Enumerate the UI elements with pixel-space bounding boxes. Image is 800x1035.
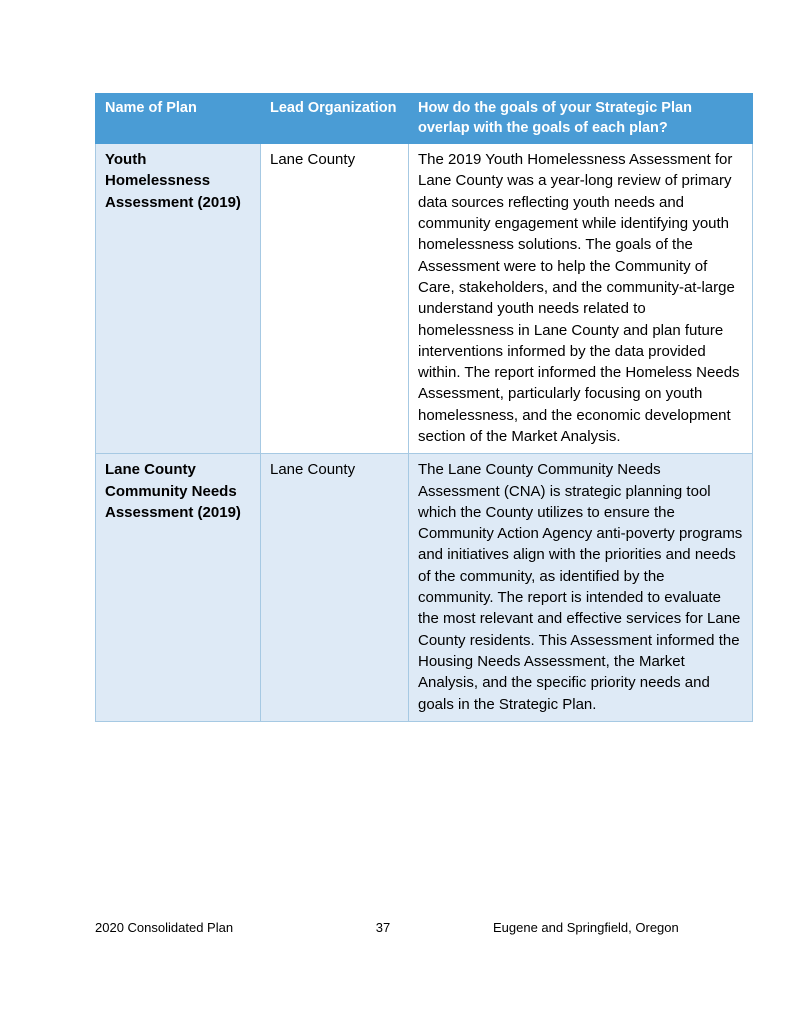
footer-page-number: 37: [375, 920, 391, 935]
footer-document-title: 2020 Consolidated Plan: [95, 920, 234, 935]
plan-name-cell: Youth Homelessness Assessment (2019): [96, 144, 261, 454]
plan-name-cell: Lane County Community Needs Assessment (2019): [96, 454, 261, 722]
plan-overlap-table: [95, 93, 753, 722]
table-row: [96, 144, 753, 454]
page-footer: [95, 920, 752, 940]
table-header-row: [96, 94, 753, 144]
footer-location: Eugene and Springfield, Oregon: [493, 920, 679, 935]
header-goals-overlap: How do the goals of your Strategic Plan overlap with the goals of each plan?: [409, 94, 753, 144]
table-row: [96, 454, 753, 722]
header-name-of-plan: Name of Plan: [96, 94, 261, 144]
lead-org-cell: Lane County: [261, 144, 409, 454]
plan-overlap-table-section: [95, 93, 752, 722]
lead-org-cell: Lane County: [261, 454, 409, 722]
overlap-cell: The Lane County Community Needs Assessment (CNA) is strategic planning tool which the County utilizes to ensure the Community Action Agency anti-poverty programs and initiatives align with the priorities and needs of the community, as identified by the community. The report is intended to evaluate the most relevant and effective services for Lane County residents. This Assessment informed the Housing Needs Assessment, the Market Analysis, and the specific priority needs and goals in the Strategic Plan.: [409, 454, 753, 722]
overlap-cell: The 2019 Youth Homelessness Assessment for Lane County was a year-long review of primary data sources reflecting youth needs and community engagement while identifying youth homelessness solutions. The goals of the Assessment were to help the Community of Care, stakeholders, and the community-at-large understand youth needs related to homelessness in Lane County and plan future interventions informed by the data provided within. The report informed the Homeless Needs Assessment, particularly focusing on youth homelessness, and the economic development section of the Market Analysis.: [409, 144, 753, 454]
header-lead-organization: Lead Organization: [261, 94, 409, 144]
